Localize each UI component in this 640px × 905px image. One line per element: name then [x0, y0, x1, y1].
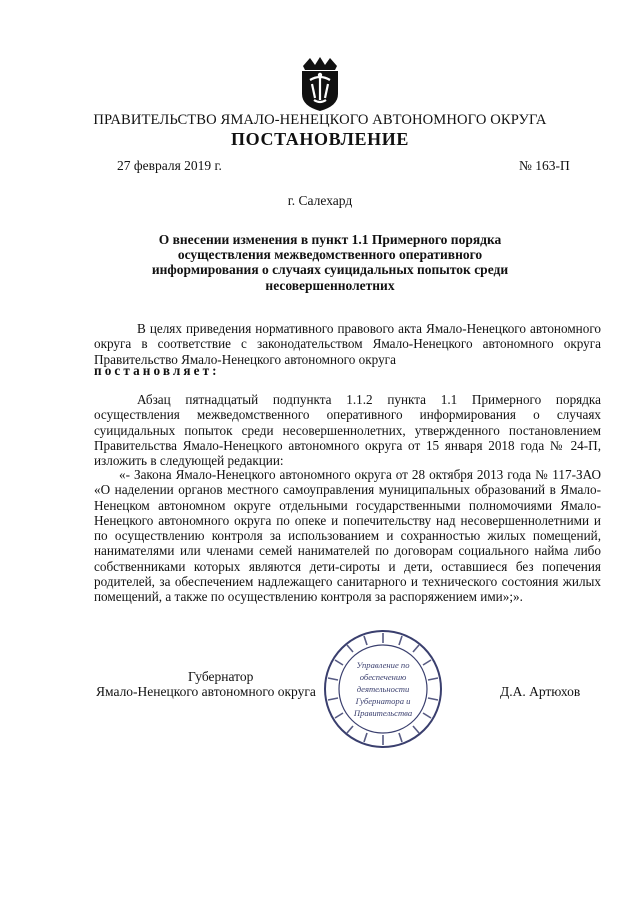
coat-of-arms-icon	[297, 54, 343, 112]
document-type: ПОСТАНОВЛЕНИЕ	[231, 129, 409, 149]
preamble-paragraph: В целях приведения нормативного правового акта Ямало-Ненецкого автономного округа в соответствие с законодательством Ямало-Ненецкого автономного округа Правительство Ямало-Ненецкого автономного округа	[94, 321, 601, 367]
amendment-text-paragraph: «- Закона Ямало-Ненецкого автономного округа от 28 октября 2013 года № 117-ЗАО «О наделении органов местного самоуправления муниципальных образований в Ямало-Ненецком автономном округе отдельными государственными полномочиями Ямало-Ненецкого автономного округа по опеке и попечительству над несовершеннолетними и по осуществлению контроля за использованием и сохранностью жилых помещений, нанимателями или членами семей нанимателей по договорам социального найма либо собственниками которых являются дети-сироты и дети, оставшиеся без попечения родителей, за обеспечением надлежащего санитарного и технического состояния жилых помещений, а также по осуществлению контроля за распоряжением ими»;».	[94, 467, 601, 605]
decree-word: постановляет:	[94, 363, 220, 378]
signatory-name: Д.А. Артюхов	[500, 684, 581, 699]
signatory-organization: Ямало-Ненецкого автономного округа	[96, 684, 316, 699]
stamp-line: Правительства	[353, 708, 413, 718]
stamp-line: обеспечению	[359, 672, 407, 682]
stamp-line: деятельности	[356, 684, 410, 694]
document-title: О внесении изменения в пункт 1.1 Примерного порядка осуществления межведомственного оперативного информирования о случаях суицидальных попыток среди несовершеннолетних	[151, 232, 509, 293]
stamp-line: Управление по	[356, 660, 410, 670]
round-stamp-icon	[322, 628, 444, 750]
signatory-role: Губернатор	[188, 669, 254, 684]
document-city: г. Салехард	[287, 193, 353, 208]
organization-name: ПРАВИТЕЛЬСТВО ЯМАЛО-НЕНЕЦКОГО АВТОНОМНОГО ОКРУГА	[93, 112, 547, 128]
amendment-paragraph: Абзац пятнадцатый подпункта 1.1.2 пункта 1.1 Примерного порядка осуществления межведомственного оперативного информирования о случаях суицидальных попыток среди несовершеннолетних, утвержденного постановлением Правительства Ямало-Ненецкого автономного округа от 15 января 2018 года № 24-П, изложить в следующей редакции:	[94, 392, 601, 469]
document-date: 27 февраля 2019 г.	[117, 158, 222, 173]
document-number: № 163-П	[519, 158, 570, 173]
stamp-line: Губернатора и	[355, 696, 411, 706]
